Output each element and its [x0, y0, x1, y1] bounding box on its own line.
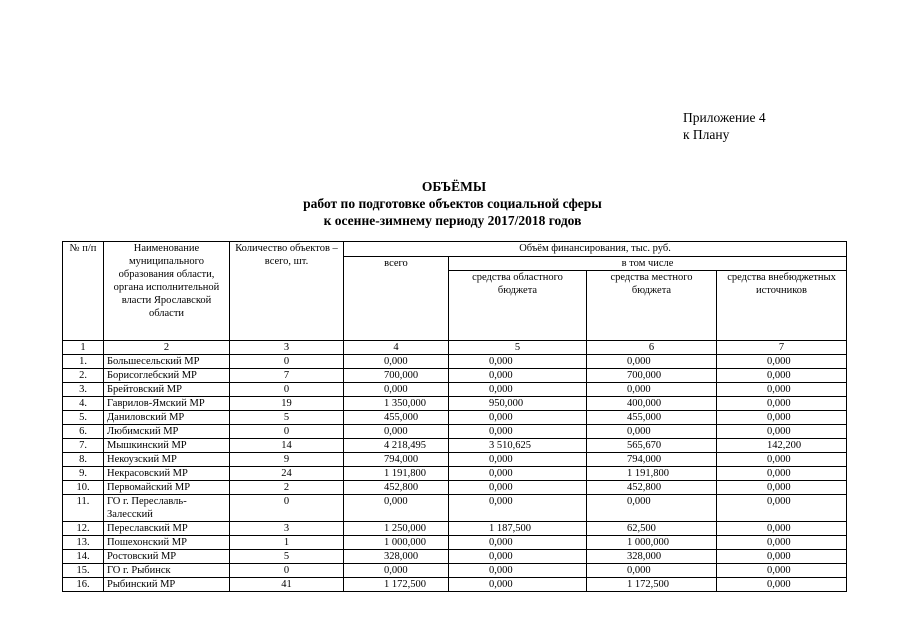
column-number: 1	[63, 341, 104, 355]
object-count: 41	[230, 578, 344, 592]
local-budget: 794,000	[587, 453, 717, 467]
object-count: 5	[230, 550, 344, 564]
extrabudgetary-funds: 0,000	[717, 467, 847, 481]
local-budget: 0,000	[587, 564, 717, 578]
header-including: в том числе	[449, 257, 847, 271]
regional-budget: 0,000	[449, 481, 587, 495]
regional-budget: 0,000	[449, 550, 587, 564]
regional-budget: 0,000	[449, 355, 587, 369]
municipality-name: Гаврилов-Ямский МР	[104, 397, 230, 411]
table-row	[63, 536, 847, 550]
total-funding: 0,000	[344, 495, 449, 522]
title-line-2: работ по подготовке объектов социальной сферы	[303, 196, 602, 211]
object-count: 14	[230, 439, 344, 453]
municipality-name: Борисоглебский МР	[104, 369, 230, 383]
column-number: 5	[449, 341, 587, 355]
municipality-name: Некоузский МР	[104, 453, 230, 467]
municipality-name: Даниловский МР	[104, 411, 230, 425]
object-count: 0	[230, 564, 344, 578]
regional-budget: 0,000	[449, 453, 587, 467]
local-budget: 62,500	[587, 522, 717, 536]
total-funding: 1 350,000	[344, 397, 449, 411]
extrabudgetary-funds: 0,000	[717, 578, 847, 592]
header-local: средства местного бюджета	[587, 271, 717, 341]
local-budget: 1 172,500	[587, 578, 717, 592]
local-budget: 0,000	[587, 383, 717, 397]
regional-budget: 0,000	[449, 369, 587, 383]
total-funding: 0,000	[344, 564, 449, 578]
header-regional: средства областного бюджета	[449, 271, 587, 341]
regional-budget: 0,000	[449, 467, 587, 481]
row-number: 14.	[63, 550, 104, 564]
row-number: 11.	[63, 495, 104, 522]
regional-budget: 0,000	[449, 425, 587, 439]
local-budget: 452,800	[587, 481, 717, 495]
total-funding: 0,000	[344, 355, 449, 369]
appendix-note	[683, 109, 766, 143]
total-funding: 794,000	[344, 453, 449, 467]
object-count: 1	[230, 536, 344, 550]
municipality-name: ГО г. Переславль-Залесский	[104, 495, 230, 522]
regional-budget: 950,000	[449, 397, 587, 411]
municipality-name: Большесельский МР	[104, 355, 230, 369]
object-count: 0	[230, 425, 344, 439]
object-count: 5	[230, 411, 344, 425]
column-number-row	[63, 341, 847, 355]
header-count: Количество объектов – всего, шт.	[230, 242, 344, 341]
municipality-name: Брейтовский МР	[104, 383, 230, 397]
regional-budget: 0,000	[449, 564, 587, 578]
extrabudgetary-funds: 0,000	[717, 564, 847, 578]
total-funding: 700,000	[344, 369, 449, 383]
extrabudgetary-funds: 142,200	[717, 439, 847, 453]
regional-budget: 3 510,625	[449, 439, 587, 453]
row-number: 5.	[63, 411, 104, 425]
extrabudgetary-funds: 0,000	[717, 383, 847, 397]
extrabudgetary-funds: 0,000	[717, 453, 847, 467]
municipality-name: Первомайский МР	[104, 481, 230, 495]
object-count: 0	[230, 355, 344, 369]
local-budget: 400,000	[587, 397, 717, 411]
local-budget: 455,000	[587, 411, 717, 425]
column-number: 6	[587, 341, 717, 355]
municipality-name: Некрасовский МР	[104, 467, 230, 481]
title-line-3: к осенне-зимнему периоду 2017/2018 годов	[323, 213, 582, 228]
extrabudgetary-funds: 0,000	[717, 397, 847, 411]
local-budget: 1 191,800	[587, 467, 717, 481]
row-number: 9.	[63, 467, 104, 481]
extrabudgetary-funds: 0,000	[717, 495, 847, 522]
municipality-name: Любимский МР	[104, 425, 230, 439]
row-number: 3.	[63, 383, 104, 397]
municipality-name: Рыбинский МР	[104, 578, 230, 592]
row-number: 4.	[63, 397, 104, 411]
object-count: 3	[230, 522, 344, 536]
header-num: № п/п	[63, 242, 104, 341]
regional-budget: 0,000	[449, 495, 587, 522]
appendix-line-1: Приложение 4	[683, 110, 766, 125]
table-row	[63, 467, 847, 481]
total-funding: 1 191,800	[344, 467, 449, 481]
municipality-name: Мышкинский МР	[104, 439, 230, 453]
table-row	[63, 439, 847, 453]
table-row	[63, 369, 847, 383]
row-number: 8.	[63, 453, 104, 467]
object-count: 0	[230, 383, 344, 397]
total-funding: 0,000	[344, 383, 449, 397]
extrabudgetary-funds: 0,000	[717, 369, 847, 383]
local-budget: 328,000	[587, 550, 717, 564]
object-count: 0	[230, 495, 344, 522]
local-budget: 565,670	[587, 439, 717, 453]
extrabudgetary-funds: 0,000	[717, 411, 847, 425]
municipality-name: Ростовский МР	[104, 550, 230, 564]
title-line-1: ОБЪЁМЫ	[421, 179, 487, 194]
table-row	[63, 550, 847, 564]
column-number: 2	[104, 341, 230, 355]
table-row	[63, 397, 847, 411]
table-body	[63, 341, 847, 592]
extrabudgetary-funds: 0,000	[717, 550, 847, 564]
table-row	[63, 425, 847, 439]
appendix-line-2: к Плану	[683, 127, 730, 142]
table-row	[63, 481, 847, 495]
regional-budget: 0,000	[449, 411, 587, 425]
local-budget: 0,000	[587, 495, 717, 522]
extrabudgetary-funds: 0,000	[717, 536, 847, 550]
row-number: 6.	[63, 425, 104, 439]
row-number: 1.	[63, 355, 104, 369]
funding-table	[62, 241, 847, 592]
object-count: 7	[230, 369, 344, 383]
table-row	[63, 495, 847, 522]
extrabudgetary-funds: 0,000	[717, 355, 847, 369]
table-row	[63, 522, 847, 536]
column-number: 7	[717, 341, 847, 355]
municipality-name: ГО г. Рыбинск	[104, 564, 230, 578]
table-row	[63, 411, 847, 425]
row-number: 13.	[63, 536, 104, 550]
column-number: 4	[344, 341, 449, 355]
regional-budget: 0,000	[449, 536, 587, 550]
table-row	[63, 355, 847, 369]
object-count: 19	[230, 397, 344, 411]
object-count: 2	[230, 481, 344, 495]
row-number: 16.	[63, 578, 104, 592]
object-count: 9	[230, 453, 344, 467]
document-title	[0, 178, 905, 229]
local-budget: 700,000	[587, 369, 717, 383]
column-number: 3	[230, 341, 344, 355]
row-number: 10.	[63, 481, 104, 495]
total-funding: 452,800	[344, 481, 449, 495]
total-funding: 455,000	[344, 411, 449, 425]
row-number: 12.	[63, 522, 104, 536]
total-funding: 1 172,500	[344, 578, 449, 592]
extrabudgetary-funds: 0,000	[717, 522, 847, 536]
regional-budget: 1 187,500	[449, 522, 587, 536]
local-budget: 0,000	[587, 355, 717, 369]
row-number: 15.	[63, 564, 104, 578]
row-number: 2.	[63, 369, 104, 383]
municipality-name: Пошехонский МР	[104, 536, 230, 550]
header-name: Наименование муниципального образования области, органа исполнительной власти Ярославской области	[104, 242, 230, 341]
local-budget: 0,000	[587, 425, 717, 439]
table-row	[63, 383, 847, 397]
extrabudgetary-funds: 0,000	[717, 481, 847, 495]
municipality-name: Переславский МР	[104, 522, 230, 536]
row-number: 7.	[63, 439, 104, 453]
regional-budget: 0,000	[449, 383, 587, 397]
object-count: 24	[230, 467, 344, 481]
total-funding: 0,000	[344, 425, 449, 439]
table-row	[63, 564, 847, 578]
total-funding: 328,000	[344, 550, 449, 564]
header-extra: средства внебюджетных источников	[717, 271, 847, 341]
total-funding: 1 000,000	[344, 536, 449, 550]
regional-budget: 0,000	[449, 578, 587, 592]
header-total: всего	[344, 257, 449, 341]
header-funding: Объём финансирования, тыс. руб.	[344, 242, 847, 257]
table-row	[63, 453, 847, 467]
total-funding: 1 250,000	[344, 522, 449, 536]
total-funding: 4 218,495	[344, 439, 449, 453]
extrabudgetary-funds: 0,000	[717, 425, 847, 439]
local-budget: 1 000,000	[587, 536, 717, 550]
table-row	[63, 578, 847, 592]
